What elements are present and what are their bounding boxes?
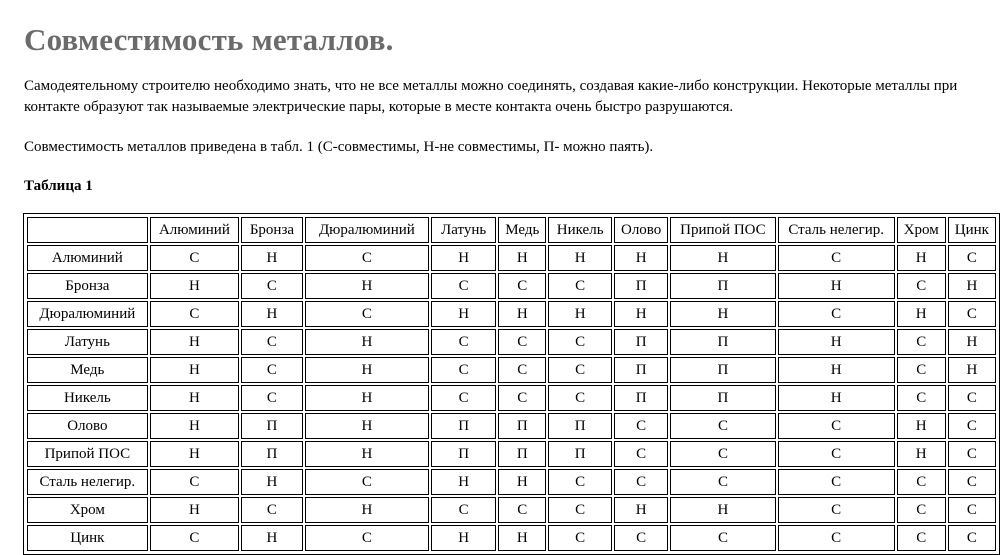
compatibility-cell: С: [948, 525, 996, 551]
table-row: [27, 357, 996, 383]
compatibility-cell: С: [498, 329, 546, 355]
compatibility-cell: С: [548, 357, 612, 383]
compatibility-cell: С: [548, 385, 612, 411]
compatibility-cell: С: [548, 525, 612, 551]
compatibility-cell: С: [948, 497, 996, 523]
compatibility-cell: С: [431, 357, 496, 383]
compatibility-cell: С: [305, 525, 429, 551]
compatibility-cell: С: [948, 245, 996, 271]
compatibility-cell: Н: [241, 469, 303, 495]
column-header: Медь: [498, 217, 546, 243]
table-row: [27, 497, 996, 523]
compatibility-cell: Н: [778, 273, 895, 299]
compatibility-cell: П: [241, 441, 303, 467]
column-header: Припой ПОС: [670, 217, 775, 243]
compatibility-cell: С: [305, 469, 429, 495]
compatibility-cell: Н: [431, 245, 496, 271]
row-header: Латунь: [27, 329, 148, 355]
column-header: Сталь нелегир.: [778, 217, 895, 243]
row-header: Хром: [27, 497, 148, 523]
compatibility-cell: Н: [614, 245, 668, 271]
compatibility-cell: С: [614, 469, 668, 495]
compatibility-cell: С: [948, 385, 996, 411]
compatibility-cell: С: [948, 441, 996, 467]
compatibility-cell: С: [948, 469, 996, 495]
compatibility-cell: Н: [305, 441, 429, 467]
table-row: [27, 301, 996, 327]
compatibility-cell: Н: [150, 357, 239, 383]
compatibility-cell: Н: [897, 441, 946, 467]
row-header: Сталь нелегир.: [27, 469, 148, 495]
compatibility-cell: Н: [150, 441, 239, 467]
compatibility-cell: Н: [670, 301, 775, 327]
compatibility-cell: С: [305, 245, 429, 271]
table-row: [27, 413, 996, 439]
compatibility-cell: С: [614, 525, 668, 551]
row-header: Алюминий: [27, 245, 148, 271]
compatibility-cell: П: [614, 329, 668, 355]
compatibility-cell: С: [498, 357, 546, 383]
compatibility-cell: С: [150, 301, 239, 327]
compatibility-cell: Н: [948, 273, 996, 299]
compatibility-cell: С: [431, 497, 496, 523]
compatibility-cell: С: [241, 329, 303, 355]
compatibility-cell: С: [897, 385, 946, 411]
compatibility-cell: Н: [431, 525, 496, 551]
table-row: [27, 273, 996, 299]
compatibility-cell: Н: [241, 245, 303, 271]
compatibility-table: [25, 215, 998, 553]
compatibility-cell: Н: [305, 357, 429, 383]
legend-paragraph: Совместимость металлов приведена в табл. 1 (С-совместимы, Н-не совместимы, П- можно паять).: [24, 139, 654, 155]
compatibility-cell: С: [948, 413, 996, 439]
compatibility-cell: С: [548, 273, 612, 299]
compatibility-cell: С: [670, 525, 775, 551]
compatibility-cell: Н: [498, 245, 546, 271]
table-body: [27, 245, 996, 551]
compatibility-cell: Н: [614, 497, 668, 523]
compatibility-cell: Н: [897, 245, 946, 271]
compatibility-cell: С: [150, 469, 239, 495]
compatibility-cell: С: [305, 301, 429, 327]
compatibility-cell: Н: [778, 329, 895, 355]
compatibility-cell: С: [548, 329, 612, 355]
table-row: [27, 245, 996, 271]
column-header: Олово: [614, 217, 668, 243]
compatibility-cell: С: [241, 497, 303, 523]
compatibility-cell: Н: [305, 273, 429, 299]
column-header: Цинк: [948, 217, 996, 243]
compatibility-cell: С: [778, 245, 895, 271]
table-row: [27, 329, 996, 355]
compatibility-cell: С: [670, 469, 775, 495]
compatibility-cell: С: [897, 273, 946, 299]
column-header: Бронза: [241, 217, 303, 243]
compatibility-cell: С: [897, 497, 946, 523]
compatibility-table-wrapper: [23, 213, 1000, 555]
compatibility-cell: С: [498, 385, 546, 411]
compatibility-cell: С: [614, 413, 668, 439]
row-header: Дюралюминий: [27, 301, 148, 327]
row-header: Цинк: [27, 525, 148, 551]
compatibility-cell: Н: [948, 329, 996, 355]
compatibility-cell: С: [431, 329, 496, 355]
compatibility-cell: Н: [150, 273, 239, 299]
compatibility-cell: С: [548, 497, 612, 523]
compatibility-cell: С: [431, 273, 496, 299]
compatibility-cell: С: [614, 441, 668, 467]
compatibility-cell: С: [778, 441, 895, 467]
compatibility-cell: Н: [778, 385, 895, 411]
compatibility-cell: Н: [498, 469, 546, 495]
compatibility-cell: С: [948, 301, 996, 327]
compatibility-cell: С: [778, 301, 895, 327]
table-corner-cell: [27, 217, 148, 243]
compatibility-cell: С: [548, 469, 612, 495]
compatibility-cell: П: [431, 441, 496, 467]
compatibility-cell: П: [614, 385, 668, 411]
compatibility-cell: Н: [431, 301, 496, 327]
table-header-row: [27, 217, 996, 243]
compatibility-cell: Н: [305, 413, 429, 439]
compatibility-cell: Н: [431, 469, 496, 495]
compatibility-cell: С: [778, 497, 895, 523]
compatibility-cell: С: [498, 497, 546, 523]
compatibility-cell: Н: [948, 357, 996, 383]
compatibility-cell: Н: [778, 357, 895, 383]
compatibility-cell: Н: [241, 525, 303, 551]
table-row: [27, 525, 996, 551]
compatibility-cell: Н: [897, 413, 946, 439]
compatibility-cell: С: [150, 245, 239, 271]
compatibility-cell: П: [670, 385, 775, 411]
compatibility-cell: Н: [897, 301, 946, 327]
compatibility-cell: П: [548, 441, 612, 467]
column-header: Латунь: [431, 217, 496, 243]
table-row: [27, 385, 996, 411]
compatibility-cell: Н: [670, 497, 775, 523]
table-row: [27, 469, 996, 495]
compatibility-cell: С: [897, 357, 946, 383]
column-header: Алюминий: [150, 217, 239, 243]
compatibility-cell: Н: [241, 301, 303, 327]
compatibility-cell: Н: [150, 497, 239, 523]
compatibility-cell: П: [241, 413, 303, 439]
compatibility-cell: С: [150, 525, 239, 551]
compatibility-cell: Н: [150, 385, 239, 411]
compatibility-cell: П: [614, 273, 668, 299]
compatibility-cell: Н: [150, 413, 239, 439]
row-header: Бронза: [27, 273, 148, 299]
row-header: Медь: [27, 357, 148, 383]
compatibility-cell: П: [548, 413, 612, 439]
compatibility-cell: С: [670, 413, 775, 439]
compatibility-cell: П: [670, 329, 775, 355]
compatibility-cell: Н: [498, 525, 546, 551]
column-header: Дюралюминий: [305, 217, 429, 243]
compatibility-cell: Н: [498, 301, 546, 327]
column-header: Хром: [897, 217, 946, 243]
row-header: Олово: [27, 413, 148, 439]
table-row: [27, 441, 996, 467]
compatibility-cell: Н: [305, 385, 429, 411]
compatibility-cell: С: [778, 413, 895, 439]
compatibility-cell: С: [897, 469, 946, 495]
compatibility-cell: С: [498, 273, 546, 299]
row-header: Припой ПОС: [27, 441, 148, 467]
compatibility-cell: Н: [670, 245, 775, 271]
compatibility-cell: С: [897, 329, 946, 355]
compatibility-cell: С: [897, 525, 946, 551]
page-title: Совместимость металлов.: [24, 22, 394, 57]
compatibility-cell: С: [431, 385, 496, 411]
compatibility-cell: Н: [305, 329, 429, 355]
compatibility-cell: П: [498, 441, 546, 467]
compatibility-cell: П: [670, 357, 775, 383]
compatibility-cell: Н: [548, 301, 612, 327]
compatibility-cell: Н: [548, 245, 612, 271]
compatibility-cell: Н: [150, 329, 239, 355]
compatibility-cell: П: [614, 357, 668, 383]
compatibility-cell: С: [241, 385, 303, 411]
compatibility-cell: С: [778, 469, 895, 495]
compatibility-cell: С: [241, 273, 303, 299]
compatibility-cell: П: [670, 273, 775, 299]
compatibility-cell: С: [670, 441, 775, 467]
compatibility-cell: П: [431, 413, 496, 439]
compatibility-cell: С: [778, 525, 895, 551]
compatibility-cell: Н: [305, 497, 429, 523]
column-header: Никель: [548, 217, 612, 243]
compatibility-cell: П: [498, 413, 546, 439]
row-header: Никель: [27, 385, 148, 411]
intro-paragraph: Самодеятельному строителю необходимо знать, что не все металлы можно соединять, создавая какие-либо конструкции. Некоторые металлы при контакте образуют так называемые электрические пары, которые в месте контакта очень быстро разрушаются.: [24, 78, 958, 115]
compatibility-cell: С: [241, 357, 303, 383]
compatibility-cell: Н: [614, 301, 668, 327]
table-caption: Таблица 1: [24, 178, 93, 194]
